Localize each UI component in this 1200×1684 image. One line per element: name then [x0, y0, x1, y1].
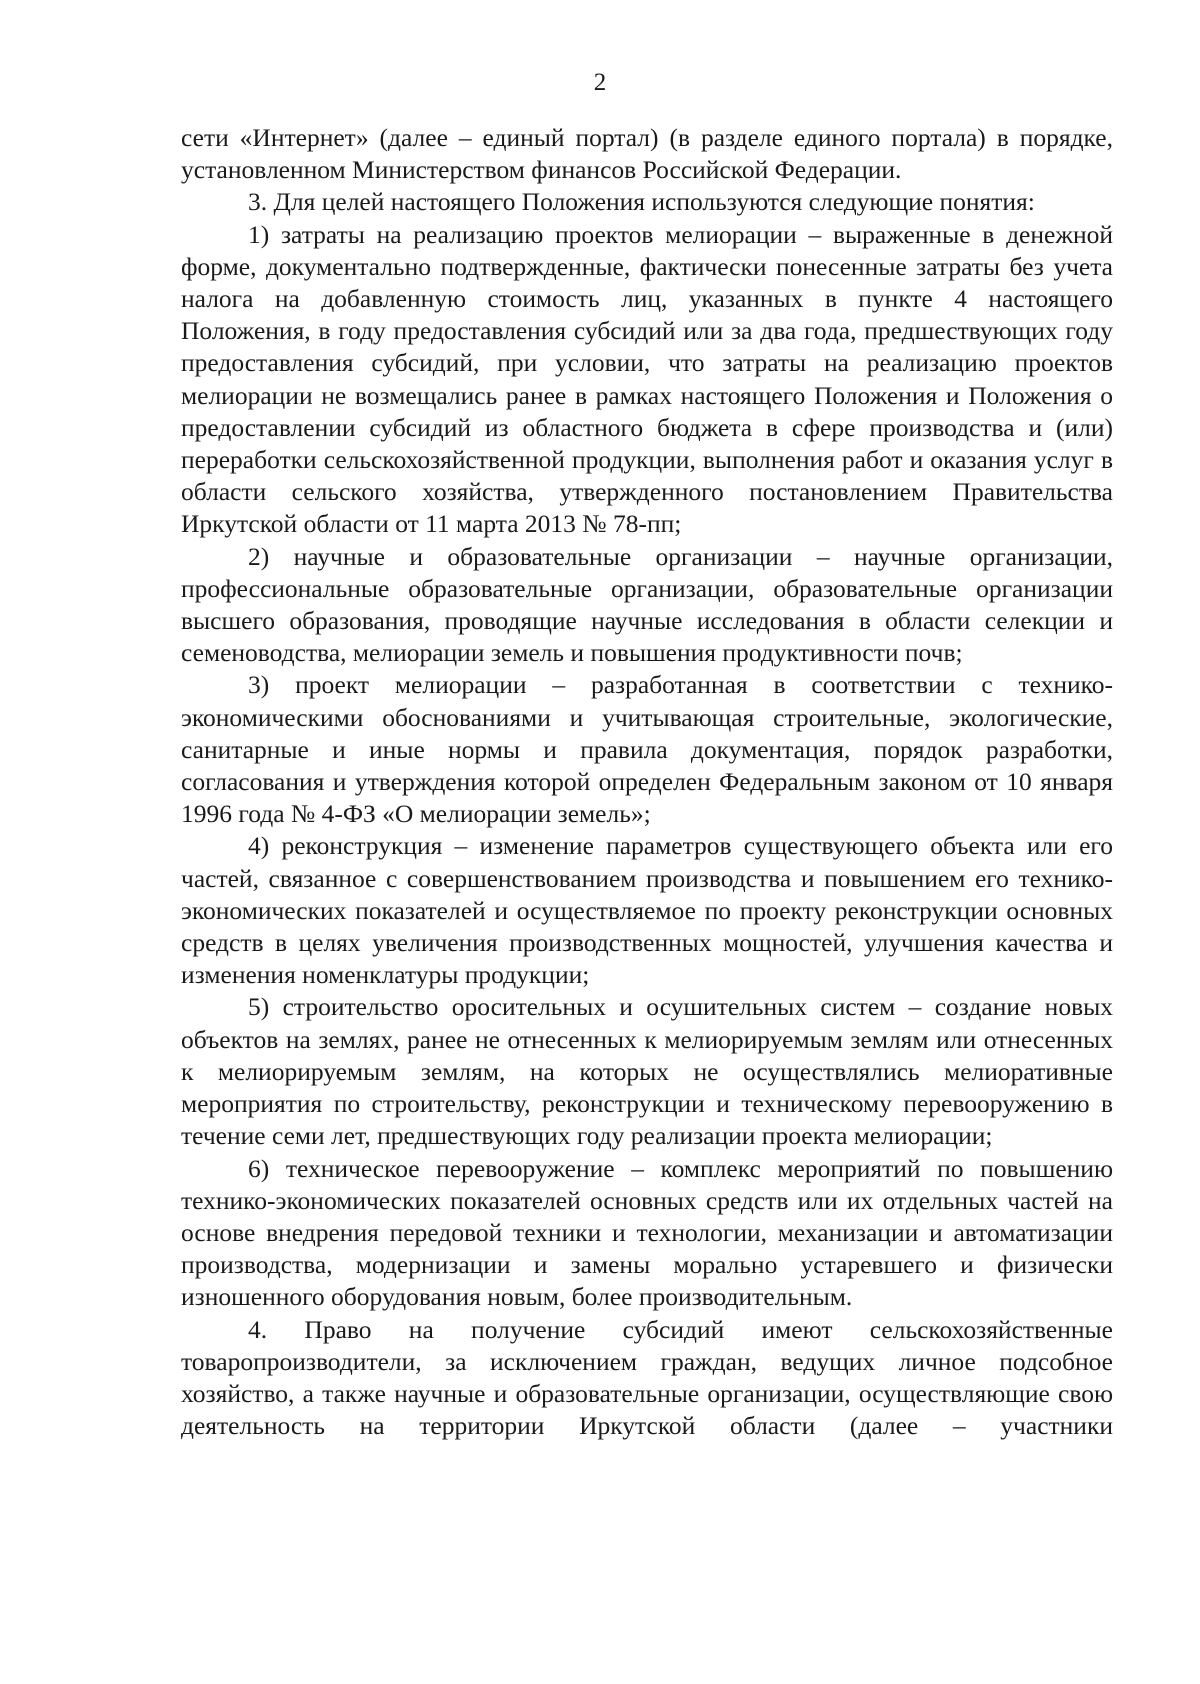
paragraph-continuation: сети «Интернет» (далее – единый портал) (в разделе единого портала) в порядке, установленном Министерством финансов Российской Федерации.	[181, 123, 1113, 185]
paragraph-section-4: 4. Право на получение субсидий имеют сельскохозяйственные товаропроизводители, за исключением граждан, ведущих личное подсобное хозяйство, а также научные и образовательные организации, осуществляющие свою деятельность на территории Иркутской области (далее – участники	[181, 1314, 1113, 1441]
paragraph-definition-2: 2) научные и образовательные организации – научные организации, профессиональные образовательные организации, образовательные организации высшего образования, проводящие научные исследования в области селекции и семеноводства, мелиорации земель и повышения продуктивности почв;	[181, 541, 1113, 668]
paragraph-definition-5: 5) строительство оросительных и осушительных систем – создание новых объектов на землях, ранее не отнесенных к мелиорируемым землям или отнесенных к мелиорируемым землям, на которых не осуществлялись мелиоративные мероприятия по строительству, реконструкции и техническому перевооружению в течение семи лет, предшествующих году реализации проекта мелиорации;	[181, 992, 1113, 1151]
paragraph-definition-1: 1) затраты на реализацию проектов мелиорации – выраженные в денежной форме, документально подтвержденные, фактически понесенные затраты без учета налога на добавленную стоимость лиц, указанных в пункте 4 настоящего Положения, в году предоставления субсидий или за два года, предшествующих году предоставления субсидий, при условии, что затраты на реализацию проектов мелиорации не возмещались ранее в рамках настоящего Положения и Положения о предоставлении субсидий из областного бюджета в сфере производства и (или) переработки сельскохозяйственной продукции, выполнения работ и оказания услуг в области сельского хозяйства, утвержденного постановлением Правительства Иркутской области от 11 марта 2013 № 78-пп;	[181, 219, 1113, 539]
paragraph-section-3-heading: 3. Для целей настоящего Положения используются следующие понятия:	[248, 187, 1035, 217]
document-body	[181, 122, 1113, 1442]
paragraph-definition-4: 4) реконструкция – изменение параметров существующего объекта или его частей, связанное с совершенствованием производства и повышением его технико-экономических показателей и осуществляемое по проекту реконструкции основных средств в целях увеличения производственных мощностей, улучшения качества и изменения номенклатуры продукции;	[181, 831, 1113, 990]
paragraph-definition-3: 3) проект мелиорации – разработанная в соответствии с технико-экономическими обоснованиями и учитывающая строительные, экологические, санитарные и иные нормы и правила документация, порядок разработки, согласования и утверждения которой определен Федеральным законом от 10 января 1996 года № 4-ФЗ «О мелиорации земель»;	[181, 670, 1113, 829]
paragraph-definition-6: 6) техническое перевооружение – комплекс мероприятий по повышению технико-экономических показателей основных средств или их отдельных частей на основе внедрения передовой техники и технологии, механизации и автоматизации производства, модернизации и замены морально устаревшего и физически изношенного оборудования новым, более производительным.	[181, 1153, 1113, 1312]
page-number: 2	[593, 69, 607, 96]
